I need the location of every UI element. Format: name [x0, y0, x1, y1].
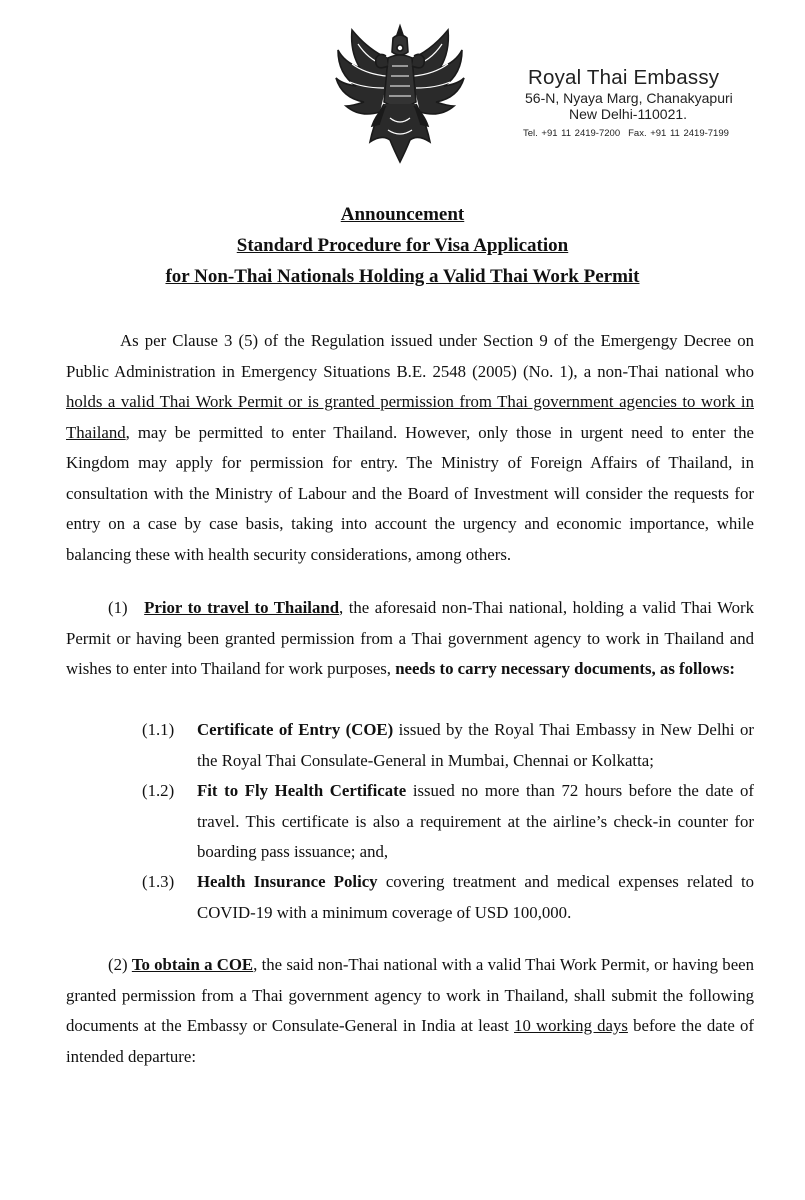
- section-number: (1): [108, 598, 128, 617]
- intro-underlined-text: holds a valid Thai Work Permit or is granted permission from Thai government agencies to work in Thailand: [66, 392, 754, 442]
- item-title: Fit to Fly Health Certificate: [197, 781, 407, 800]
- item-text: covering treatment and medical expenses related to COVID-19 with a minimum coverage of USD 100,000.: [197, 872, 754, 922]
- paragraph-intro: [66, 326, 754, 570]
- garuda-emblem-icon: [330, 22, 470, 164]
- obtain-coe-text-1: , the said non-Thai national with a valid Thai Work Permit, or having been granted permission from a Thai government agency to work in Thailand, shall submit the following documents at the Embassy or Consulate-General in India at least: [66, 955, 754, 1035]
- intro-text-1: As per Clause 3 (5) of the Regulation issued under Section 9 of the Emergengy Decree on Public Administration in Emergency Situations B.E. 2548 (2005) (No. 1), a non-Thai national who: [66, 331, 754, 381]
- announcement-titles: [0, 199, 805, 292]
- item-number: (1.1): [142, 720, 175, 739]
- list-item: [142, 867, 754, 928]
- item-number: (1.2): [142, 781, 175, 800]
- item-title: Health Insurance Policy: [197, 872, 378, 891]
- item-text: issued by the Royal Thai Embassy in New Delhi or the Royal Thai Consulate-General in Mumbai, Chennai or Kolkatta;: [197, 720, 754, 770]
- item-text: issued no more than 72 hours before the date of travel. This certificate is also a requirement at the airline’s check-in counter for boarding pass issuance; and,: [197, 781, 754, 861]
- prior-to-travel-heading: Prior to travel to Thailand: [144, 598, 340, 617]
- fax: Fax. +91 11 2419-7199: [628, 128, 729, 139]
- title-procedure: Standard Procedure for Visa Application: [236, 235, 569, 256]
- section-number: (2): [108, 955, 128, 974]
- list-item: [142, 776, 754, 868]
- item-number: (1.3): [142, 872, 175, 891]
- obtain-coe-heading: To obtain a COE: [131, 955, 254, 974]
- item-title: Certificate of Entry (COE): [197, 720, 394, 739]
- obtain-coe-text-2: before the date of intended departure:: [66, 1016, 754, 1066]
- address-line-1: 56-N, Nyaya Marg, Chanakyapuri: [525, 90, 733, 106]
- letterhead: [520, 66, 760, 139]
- title-announcement: Announcement: [340, 204, 465, 225]
- title-subject: for Non-Thai Nationals Holding a Valid Thai Work Permit: [165, 266, 640, 287]
- list-item: [142, 715, 754, 776]
- contact-line: [523, 128, 760, 139]
- prior-to-travel-text: , the aforesaid non-Thai national, holding a valid Thai Work Permit or having been granted permission from a Thai government agency to work in Thailand and wishes to enter into Thailand for work purposes,: [66, 598, 754, 678]
- address-line-2: New Delhi-110021.: [569, 106, 688, 122]
- paragraph-obtain-coe: [66, 950, 754, 1072]
- working-days-text: 10 working days: [514, 1016, 628, 1035]
- paragraph-prior-to-travel: [66, 593, 754, 685]
- necessary-documents-text: needs to carry necessary documents, as follows:: [395, 659, 735, 678]
- telephone: Tel. +91 11 2419-7200: [523, 128, 621, 139]
- intro-text-2: , may be permitted to enter Thailand. However, only those in urgent need to enter the Kingdom may apply for permission for entry. The Ministry of Foreign Affairs of Thailand, in consultation with the Ministry of Labour and the Board of Investment will consider the requests for entry on a case by case basis, taking into account the urgency and economic importance, while balancing these with health security considerations, among others.: [66, 422, 754, 564]
- embassy-name: Royal Thai Embassy: [528, 66, 720, 89]
